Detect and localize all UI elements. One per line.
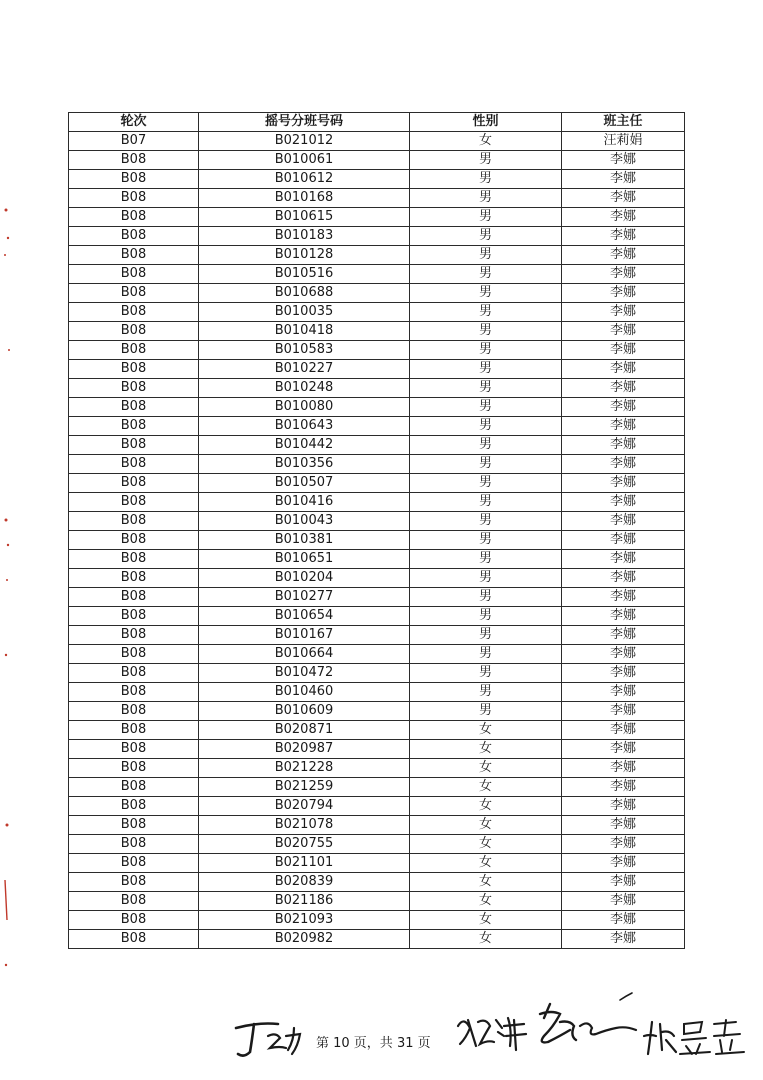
- cell-round: B08: [69, 455, 199, 474]
- cell-round: B08: [69, 607, 199, 626]
- table-row: [69, 873, 685, 892]
- cell-gender: 男: [410, 151, 562, 170]
- cell-lottery-number: B021228: [199, 759, 410, 778]
- cell-round: B08: [69, 151, 199, 170]
- cell-gender: 男: [410, 569, 562, 588]
- cell-lottery-number: B020982: [199, 930, 410, 949]
- table-row: [69, 626, 685, 645]
- cell-teacher: 李娜: [562, 512, 685, 531]
- table-row: [69, 512, 685, 531]
- cell-lottery-number: B010460: [199, 683, 410, 702]
- cell-lottery-number: B010664: [199, 645, 410, 664]
- table-row: [69, 170, 685, 189]
- signature-middle-1: [452, 1006, 532, 1056]
- cell-gender: 男: [410, 360, 562, 379]
- cell-gender: 男: [410, 189, 562, 208]
- header-gender: 性别: [410, 113, 562, 132]
- table-row: [69, 778, 685, 797]
- table-row: [69, 341, 685, 360]
- cell-round: B08: [69, 892, 199, 911]
- cell-teacher: 李娜: [562, 873, 685, 892]
- cell-lottery-number: B010442: [199, 436, 410, 455]
- cell-round: B08: [69, 531, 199, 550]
- cell-gender: 女: [410, 854, 562, 873]
- cell-lottery-number: B010416: [199, 493, 410, 512]
- cell-teacher: 李娜: [562, 322, 685, 341]
- cell-round: B08: [69, 284, 199, 303]
- cell-round: B08: [69, 189, 199, 208]
- cell-round: B08: [69, 645, 199, 664]
- cell-teacher: 李娜: [562, 227, 685, 246]
- cell-gender: 女: [410, 816, 562, 835]
- cell-lottery-number: B010612: [199, 170, 410, 189]
- cell-lottery-number: B010080: [199, 398, 410, 417]
- table-row: [69, 531, 685, 550]
- cell-round: B08: [69, 360, 199, 379]
- table-row: [69, 550, 685, 569]
- table-row: [69, 151, 685, 170]
- header-round: 轮次: [69, 113, 199, 132]
- table-row: [69, 474, 685, 493]
- cell-round: B08: [69, 341, 199, 360]
- cell-lottery-number: B010418: [199, 322, 410, 341]
- cell-gender: 男: [410, 531, 562, 550]
- cell-gender: 男: [410, 550, 562, 569]
- cell-gender: 男: [410, 227, 562, 246]
- cell-lottery-number: B020839: [199, 873, 410, 892]
- cell-lottery-number: B010381: [199, 531, 410, 550]
- cell-gender: 男: [410, 626, 562, 645]
- table-row: [69, 455, 685, 474]
- cell-teacher: 李娜: [562, 151, 685, 170]
- cell-round: B08: [69, 873, 199, 892]
- cell-lottery-number: B010043: [199, 512, 410, 531]
- table-row: [69, 360, 685, 379]
- cell-teacher: 李娜: [562, 740, 685, 759]
- table-row: [69, 702, 685, 721]
- cell-round: B08: [69, 512, 199, 531]
- cell-gender: 男: [410, 702, 562, 721]
- cell-gender: 男: [410, 664, 562, 683]
- table-row: [69, 816, 685, 835]
- cell-round: B08: [69, 911, 199, 930]
- cell-round: B08: [69, 569, 199, 588]
- cell-lottery-number: B020755: [199, 835, 410, 854]
- cell-lottery-number: B010472: [199, 664, 410, 683]
- table-row: [69, 132, 685, 151]
- cell-gender: 男: [410, 208, 562, 227]
- table-row: [69, 189, 685, 208]
- cell-round: B08: [69, 683, 199, 702]
- cell-lottery-number: B010183: [199, 227, 410, 246]
- cell-teacher: 李娜: [562, 246, 685, 265]
- cell-gender: 男: [410, 322, 562, 341]
- cell-teacher: 李娜: [562, 930, 685, 949]
- cell-round: B08: [69, 930, 199, 949]
- cell-lottery-number: B010516: [199, 265, 410, 284]
- cell-teacher: 汪莉娟: [562, 132, 685, 151]
- cell-gender: 女: [410, 132, 562, 151]
- cell-lottery-number: B020987: [199, 740, 410, 759]
- cell-round: B08: [69, 493, 199, 512]
- cell-lottery-number: B010643: [199, 417, 410, 436]
- cell-round: B08: [69, 854, 199, 873]
- cell-lottery-number: B021093: [199, 911, 410, 930]
- table-row: [69, 227, 685, 246]
- cell-teacher: 李娜: [562, 436, 685, 455]
- table-row: [69, 683, 685, 702]
- cell-lottery-number: B021186: [199, 892, 410, 911]
- table-row: [69, 740, 685, 759]
- cell-round: B08: [69, 474, 199, 493]
- cell-round: B08: [69, 246, 199, 265]
- cell-gender: 男: [410, 303, 562, 322]
- cell-round: B08: [69, 170, 199, 189]
- table-row: [69, 664, 685, 683]
- header-teacher: 班主任: [562, 113, 685, 132]
- cell-gender: 女: [410, 873, 562, 892]
- cell-gender: 女: [410, 759, 562, 778]
- cell-gender: 女: [410, 740, 562, 759]
- cell-teacher: 李娜: [562, 835, 685, 854]
- roster-table: [68, 112, 685, 949]
- cell-gender: 男: [410, 683, 562, 702]
- cell-lottery-number: B010651: [199, 550, 410, 569]
- cell-round: B08: [69, 835, 199, 854]
- cell-teacher: 李娜: [562, 474, 685, 493]
- cell-round: B08: [69, 322, 199, 341]
- table-row: [69, 246, 685, 265]
- cell-gender: 男: [410, 493, 562, 512]
- table-row: [69, 930, 685, 949]
- cell-teacher: 李娜: [562, 778, 685, 797]
- cell-round: B08: [69, 550, 199, 569]
- cell-lottery-number: B010654: [199, 607, 410, 626]
- cell-lottery-number: B010277: [199, 588, 410, 607]
- cell-round: B08: [69, 417, 199, 436]
- cell-gender: 女: [410, 797, 562, 816]
- cell-lottery-number: B010356: [199, 455, 410, 474]
- cell-lottery-number: B010061: [199, 151, 410, 170]
- cell-lottery-number: B010128: [199, 246, 410, 265]
- cell-teacher: 李娜: [562, 892, 685, 911]
- cell-lottery-number: B021259: [199, 778, 410, 797]
- signature-left: [228, 1010, 308, 1065]
- table-row: [69, 569, 685, 588]
- cell-gender: 男: [410, 379, 562, 398]
- cell-round: B08: [69, 208, 199, 227]
- cell-round: B08: [69, 265, 199, 284]
- cell-teacher: 李娜: [562, 683, 685, 702]
- cell-teacher: 李娜: [562, 531, 685, 550]
- signature-middle-2: [530, 996, 640, 1056]
- cell-gender: 男: [410, 474, 562, 493]
- cell-teacher: 李娜: [562, 588, 685, 607]
- cell-teacher: 李娜: [562, 284, 685, 303]
- tick-mark: [618, 990, 634, 1004]
- cell-teacher: 李娜: [562, 170, 685, 189]
- cell-gender: 男: [410, 607, 562, 626]
- cell-lottery-number: B020871: [199, 721, 410, 740]
- table-row: [69, 759, 685, 778]
- table-row: [69, 797, 685, 816]
- cell-gender: 女: [410, 911, 562, 930]
- cell-lottery-number: B010507: [199, 474, 410, 493]
- table-row: [69, 645, 685, 664]
- table-row: [69, 892, 685, 911]
- table-row: [69, 398, 685, 417]
- cell-round: B08: [69, 626, 199, 645]
- cell-round: B08: [69, 740, 199, 759]
- cell-lottery-number: B010615: [199, 208, 410, 227]
- cell-teacher: 李娜: [562, 341, 685, 360]
- table-row: [69, 721, 685, 740]
- cell-round: B07: [69, 132, 199, 151]
- cell-lottery-number: B010688: [199, 284, 410, 303]
- cell-teacher: 李娜: [562, 265, 685, 284]
- cell-teacher: 李娜: [562, 721, 685, 740]
- cell-teacher: 李娜: [562, 702, 685, 721]
- table-row: [69, 588, 685, 607]
- cell-lottery-number: B010168: [199, 189, 410, 208]
- cell-lottery-number: B010167: [199, 626, 410, 645]
- cell-round: B08: [69, 721, 199, 740]
- signature-right: [640, 1010, 750, 1060]
- cell-teacher: 李娜: [562, 360, 685, 379]
- cell-lottery-number: B010248: [199, 379, 410, 398]
- cell-round: B08: [69, 702, 199, 721]
- table-row: [69, 607, 685, 626]
- cell-gender: 男: [410, 284, 562, 303]
- cell-gender: 男: [410, 341, 562, 360]
- cell-gender: 女: [410, 835, 562, 854]
- cell-teacher: 李娜: [562, 854, 685, 873]
- cell-lottery-number: B020794: [199, 797, 410, 816]
- cell-teacher: 李娜: [562, 797, 685, 816]
- table-row: [69, 854, 685, 873]
- cell-gender: 女: [410, 721, 562, 740]
- cell-teacher: 李娜: [562, 417, 685, 436]
- cell-gender: 男: [410, 398, 562, 417]
- cell-lottery-number: B010204: [199, 569, 410, 588]
- margin-marks: [0, 200, 20, 980]
- table-row: [69, 493, 685, 512]
- cell-lottery-number: B010227: [199, 360, 410, 379]
- cell-teacher: 李娜: [562, 455, 685, 474]
- table-row: [69, 436, 685, 455]
- cell-gender: 男: [410, 512, 562, 531]
- table-row: [69, 284, 685, 303]
- cell-teacher: 李娜: [562, 569, 685, 588]
- table-row: [69, 265, 685, 284]
- cell-gender: 男: [410, 588, 562, 607]
- cell-round: B08: [69, 778, 199, 797]
- cell-gender: 男: [410, 417, 562, 436]
- table-row: [69, 208, 685, 227]
- cell-gender: 男: [410, 436, 562, 455]
- cell-teacher: 李娜: [562, 398, 685, 417]
- cell-round: B08: [69, 759, 199, 778]
- cell-teacher: 李娜: [562, 911, 685, 930]
- table-row: [69, 303, 685, 322]
- header-row: [69, 113, 685, 132]
- table-body: [69, 132, 685, 949]
- cell-teacher: 李娜: [562, 645, 685, 664]
- cell-gender: 女: [410, 778, 562, 797]
- cell-gender: 女: [410, 892, 562, 911]
- cell-round: B08: [69, 664, 199, 683]
- cell-round: B08: [69, 398, 199, 417]
- cell-round: B08: [69, 379, 199, 398]
- cell-gender: 男: [410, 455, 562, 474]
- cell-gender: 男: [410, 246, 562, 265]
- cell-teacher: 李娜: [562, 208, 685, 227]
- cell-lottery-number: B010609: [199, 702, 410, 721]
- cell-gender: 女: [410, 930, 562, 949]
- cell-teacher: 李娜: [562, 759, 685, 778]
- cell-round: B08: [69, 227, 199, 246]
- cell-teacher: 李娜: [562, 550, 685, 569]
- cell-teacher: 李娜: [562, 493, 685, 512]
- cell-teacher: 李娜: [562, 664, 685, 683]
- cell-teacher: 李娜: [562, 816, 685, 835]
- cell-gender: 男: [410, 265, 562, 284]
- cell-teacher: 李娜: [562, 379, 685, 398]
- page-number: 第 10 页，共 31 页: [316, 1036, 431, 1051]
- cell-round: B08: [69, 588, 199, 607]
- cell-gender: 男: [410, 170, 562, 189]
- cell-teacher: 李娜: [562, 607, 685, 626]
- header-lottery-number: 摇号分班号码: [199, 113, 410, 132]
- table-row: [69, 379, 685, 398]
- cell-round: B08: [69, 797, 199, 816]
- cell-teacher: 李娜: [562, 303, 685, 322]
- cell-round: B08: [69, 816, 199, 835]
- table-row: [69, 417, 685, 436]
- table-row: [69, 911, 685, 930]
- cell-lottery-number: B021101: [199, 854, 410, 873]
- cell-teacher: 李娜: [562, 626, 685, 645]
- cell-teacher: 李娜: [562, 189, 685, 208]
- table-row: [69, 322, 685, 341]
- cell-lottery-number: B010035: [199, 303, 410, 322]
- cell-gender: 男: [410, 645, 562, 664]
- cell-round: B08: [69, 436, 199, 455]
- cell-lottery-number: B021012: [199, 132, 410, 151]
- table-row: [69, 835, 685, 854]
- cell-round: B08: [69, 303, 199, 322]
- cell-lottery-number: B021078: [199, 816, 410, 835]
- cell-lottery-number: B010583: [199, 341, 410, 360]
